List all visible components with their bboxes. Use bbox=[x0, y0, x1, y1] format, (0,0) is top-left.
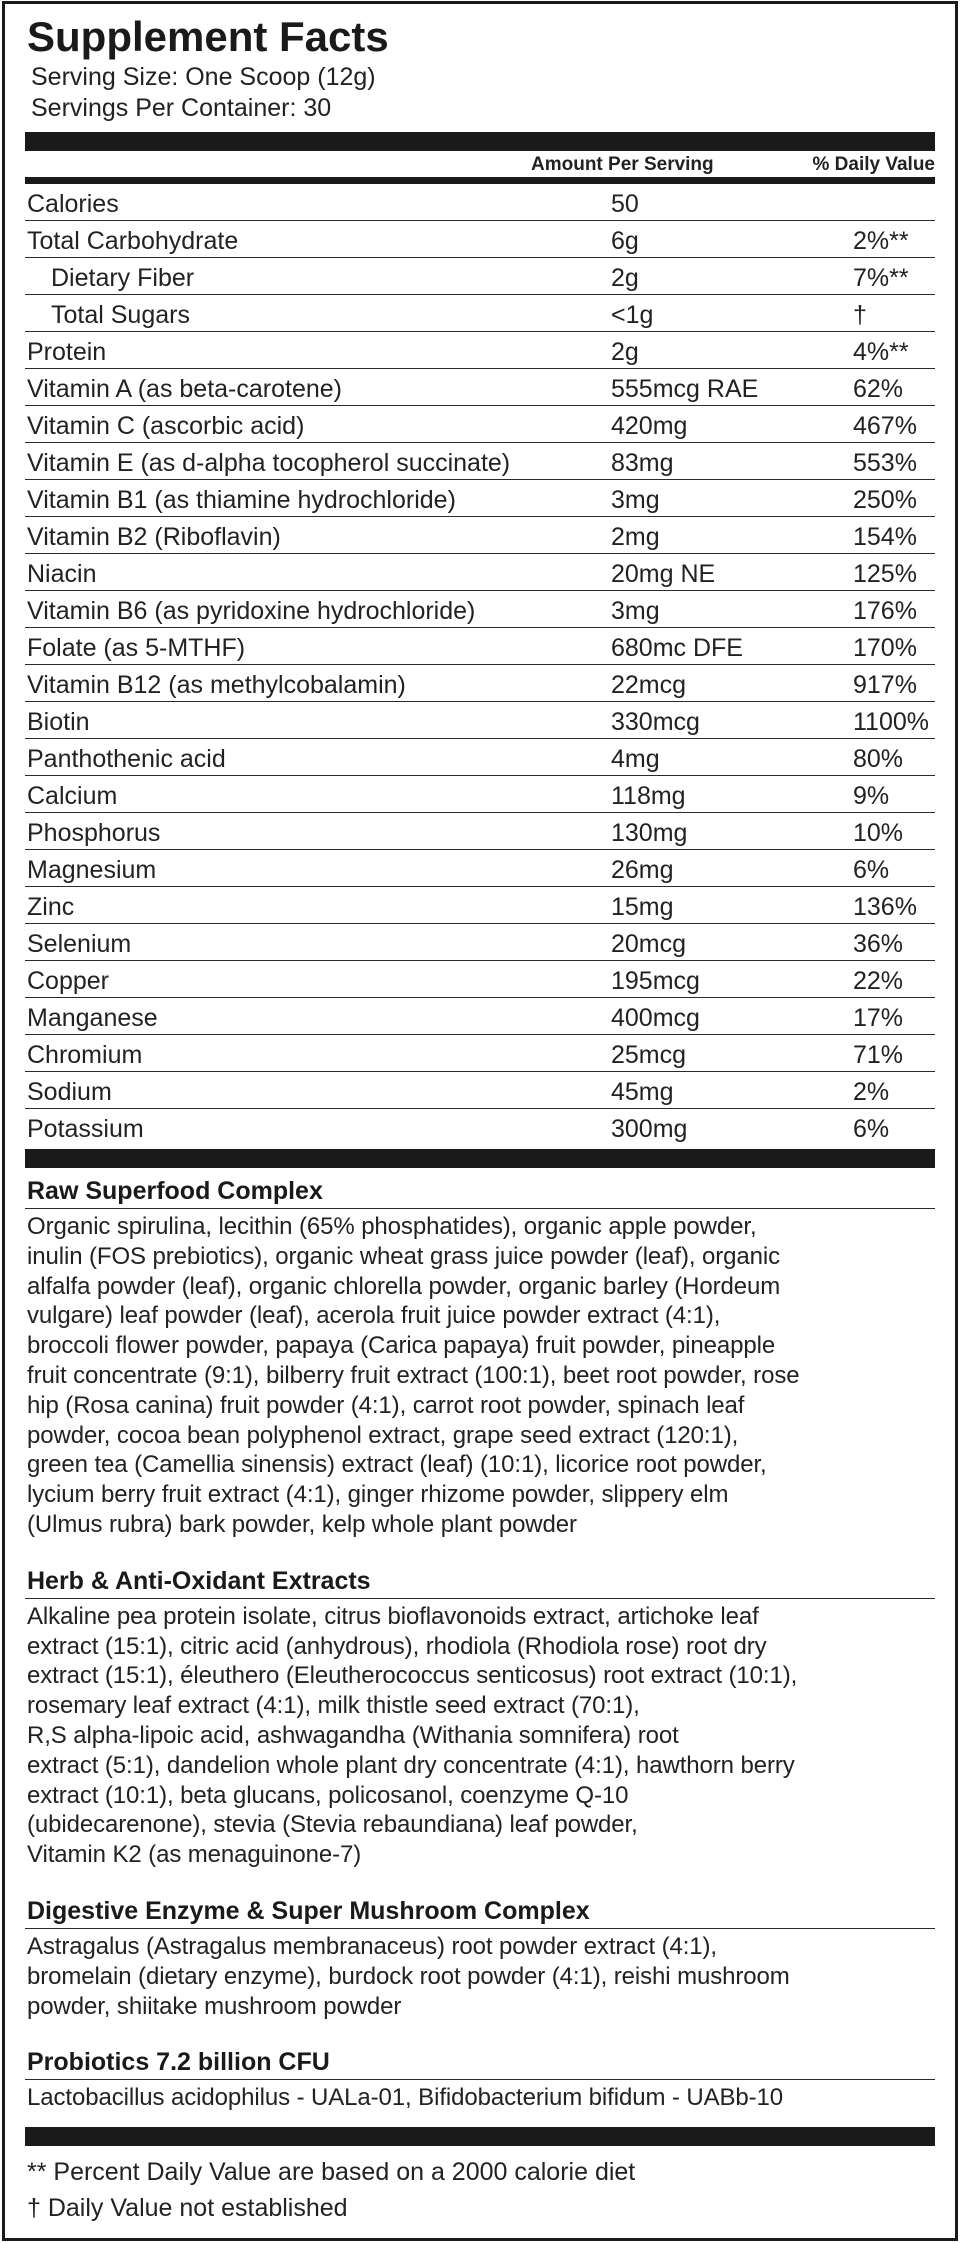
nutrient-amount: 195mcg bbox=[611, 967, 700, 995]
ingredient-line: powder, cocoa bean polyphenol extract, grape seed extract (120:1), bbox=[27, 1421, 739, 1449]
nutrient-name: Vitamin E (as d-alpha tocopherol succinate) bbox=[27, 449, 511, 477]
section-title: Digestive Enzyme & Super Mushroom Complex bbox=[25, 1888, 935, 1929]
nutrient-name: Vitamin A (as beta-carotene) bbox=[27, 375, 342, 403]
nutrient-row bbox=[25, 406, 935, 443]
ingredient-line: hip (Rosa canina) fruit powder (4:1), carrot root powder, spinach leaf bbox=[27, 1391, 745, 1419]
section-text bbox=[25, 2080, 935, 2113]
nutrient-row bbox=[25, 221, 935, 258]
nutrient-row bbox=[25, 332, 935, 369]
nutrient-daily-value: 7%** bbox=[853, 264, 909, 292]
herb-antioxidant-section bbox=[25, 1558, 935, 1870]
nutrient-name: Calcium bbox=[27, 782, 118, 810]
nutrient-name: Potassium bbox=[27, 1115, 144, 1143]
nutrient-row bbox=[25, 184, 935, 221]
nutrient-name: Manganese bbox=[27, 1004, 158, 1032]
nutrient-row bbox=[25, 480, 935, 517]
nutrient-daily-value: 250% bbox=[853, 486, 917, 514]
ingredient-line: inulin (FOS prebiotics), organic wheat grass juice powder (leaf), organic bbox=[27, 1242, 781, 1270]
nutrient-name: Zinc bbox=[27, 893, 75, 921]
digestive-mushroom-section bbox=[25, 1888, 935, 2021]
not-established-footnote: † Daily Value not established bbox=[27, 2194, 348, 2223]
medium-divider bbox=[25, 177, 935, 184]
nutrient-row bbox=[25, 702, 935, 739]
nutrient-name: Chromium bbox=[27, 1041, 143, 1069]
ingredient-line: green tea (Camellia sinensis) extract (leaf) (10:1), licorice root powder, bbox=[27, 1451, 767, 1479]
raw-superfood-section bbox=[25, 1168, 935, 1540]
nutrient-daily-value: 9% bbox=[853, 782, 890, 810]
nutrient-name: Folate (as 5-MTHF) bbox=[27, 634, 246, 662]
nutrient-daily-value: 71% bbox=[853, 1041, 904, 1069]
nutrient-daily-value: 22% bbox=[853, 967, 904, 995]
nutrient-row bbox=[25, 1072, 935, 1109]
nutrient-row bbox=[25, 591, 935, 628]
nutrient-daily-value: 80% bbox=[853, 745, 904, 773]
nutrient-daily-value: 2%** bbox=[853, 227, 909, 255]
nutrient-amount: 555mcg RAE bbox=[611, 375, 759, 403]
nutrient-row bbox=[25, 628, 935, 665]
daily-value-header: % Daily Value bbox=[812, 154, 935, 175]
ingredient-line: broccoli flower powder, papaya (Carica papaya) fruit powder, pineapple bbox=[27, 1332, 776, 1360]
nutrient-row bbox=[25, 961, 935, 998]
nutrient-amount: 680mc DFE bbox=[611, 634, 743, 662]
ingredient-line: Organic spirulina, lecithin (65% phosphatides), organic apple powder, bbox=[27, 1213, 757, 1240]
nutrient-row bbox=[25, 1109, 935, 1145]
ingredient-line: Vitamin K2 (as menaguinone-7) bbox=[27, 1841, 362, 1869]
section-title: Raw Superfood Complex bbox=[25, 1168, 935, 1209]
nutrient-row bbox=[25, 1035, 935, 1072]
nutrient-row bbox=[25, 776, 935, 813]
nutrient-amount: 20mcg bbox=[611, 930, 687, 958]
thick-divider bbox=[25, 1149, 935, 1168]
nutrient-amount: 400mcg bbox=[611, 1004, 700, 1032]
nutrient-daily-value: 467% bbox=[853, 412, 917, 440]
nutrient-daily-value: 125% bbox=[853, 560, 917, 588]
nutrient-name: Sodium bbox=[27, 1078, 112, 1106]
nutrient-name: Total Carbohydrate bbox=[27, 227, 239, 255]
panel-title: Supplement Facts bbox=[27, 13, 389, 60]
servings-per-container: Servings Per Container: 30 bbox=[31, 94, 332, 122]
ingredient-line: extract (10:1), beta glucans, policosanol, coenzyme Q-10 bbox=[27, 1781, 629, 1809]
ingredient-line: Alkaline pea protein isolate, citrus bioflavonoids extract, artichoke leaf bbox=[27, 1602, 759, 1630]
section-text bbox=[25, 1929, 935, 2021]
nutrient-name: Protein bbox=[27, 338, 107, 366]
nutrient-row bbox=[25, 813, 935, 850]
nutrient-name: Phosphorus bbox=[27, 819, 161, 847]
nutrient-name: Total Sugars bbox=[51, 301, 190, 329]
nutrient-name: Panthothenic acid bbox=[27, 745, 226, 773]
nutrient-amount: 2g bbox=[611, 264, 639, 292]
section-title: Herb & Anti-Oxidant Extracts bbox=[25, 1558, 935, 1599]
nutrient-name: Selenium bbox=[27, 930, 132, 958]
nutrient-row bbox=[25, 850, 935, 887]
nutrient-row bbox=[25, 554, 935, 591]
nutrient-row bbox=[25, 924, 935, 961]
ingredient-line: Astragalus (Astragalus membranaceus) root powder extract (4:1), bbox=[27, 1932, 717, 1960]
nutrient-daily-value: 176% bbox=[853, 597, 917, 625]
probiotics-section bbox=[25, 2039, 935, 2113]
nutrient-name: Vitamin B1 (as thiamine hydrochloride) bbox=[27, 486, 456, 514]
thick-divider bbox=[25, 132, 935, 151]
nutrient-name: Vitamin B2 (Riboflavin) bbox=[27, 523, 281, 551]
nutrient-name: Magnesium bbox=[27, 856, 157, 884]
nutrient-amount: 118mg bbox=[611, 782, 686, 810]
ingredient-line: bromelain (dietary enzyme), burdock root powder (4:1), reishi mushroom bbox=[27, 1962, 790, 1990]
nutrient-row bbox=[25, 369, 935, 406]
nutrient-name: Copper bbox=[27, 967, 109, 995]
serving-size: Serving Size: One Scoop (12g) bbox=[31, 63, 376, 91]
nutrient-name: Vitamin B12 (as methylcobalamin) bbox=[27, 671, 406, 699]
ingredient-line: alfalfa powder (leaf), organic chlorella powder, organic barley (Hordeum bbox=[27, 1272, 781, 1300]
ingredient-line: R,S alpha-lipoic acid, ashwagandha (Withania somnifera) root bbox=[27, 1721, 679, 1749]
nutrient-daily-value: 170% bbox=[853, 634, 917, 662]
ingredient-line: (ubidecarenone), stevia (Stevia rebaundiana) leaf powder, bbox=[27, 1811, 638, 1839]
ingredient-line: Lactobacillus acidophilus - UALa-01, Bifidobacterium bifidum - UABb-10 bbox=[27, 2084, 784, 2112]
nutrient-name: Vitamin C (ascorbic acid) bbox=[27, 412, 305, 440]
nutrient-amount: 50 bbox=[611, 190, 639, 218]
nutrient-amount: 6g bbox=[611, 227, 639, 255]
nutrient-amount: 330mcg bbox=[611, 708, 700, 736]
nutrient-daily-value: 1100% bbox=[853, 708, 929, 736]
nutrient-amount: 45mg bbox=[611, 1078, 674, 1106]
nutrient-amount: 420mg bbox=[611, 412, 688, 440]
nutrient-daily-value: 10% bbox=[853, 819, 904, 847]
ingredient-line: extract (5:1), dandelion whole plant dry concentrate (4:1), hawthorn berry bbox=[27, 1751, 795, 1779]
nutrient-row bbox=[25, 517, 935, 554]
nutrient-daily-value: 136% bbox=[853, 893, 917, 921]
nutrient-daily-value: 917% bbox=[853, 671, 917, 699]
nutrient-amount: 20mg NE bbox=[611, 560, 716, 588]
nutrient-daily-value: 6% bbox=[853, 1115, 890, 1143]
supplement-facts-panel bbox=[2, 1, 958, 2241]
nutrient-row bbox=[25, 665, 935, 702]
nutrient-daily-value: 553% bbox=[853, 449, 917, 477]
nutrient-daily-value: 62% bbox=[853, 375, 904, 403]
nutrient-amount: 130mg bbox=[611, 819, 688, 847]
nutrient-daily-value: 36% bbox=[853, 930, 904, 958]
ingredient-line: vulgare) leaf powder (leaf), acerola fruit juice powder extract (4:1), bbox=[27, 1302, 721, 1330]
nutrient-name: Vitamin B6 (as pyridoxine hydrochloride) bbox=[27, 597, 476, 625]
ingredient-line: extract (15:1), éleuthero (Eleutherococcus senticosus) root extract (10:1), bbox=[27, 1662, 798, 1690]
ingredient-line: rosemary leaf extract (4:1), milk thistle seed extract (70:1), bbox=[27, 1692, 640, 1720]
nutrient-daily-value: 6% bbox=[853, 856, 890, 884]
ingredient-line: fruit concentrate (9:1), bilberry fruit extract (100:1), beet root powder, rose bbox=[27, 1361, 800, 1389]
ingredient-line: (Ulmus rubra) bark powder, kelp whole plant powder bbox=[27, 1510, 577, 1538]
nutrient-row bbox=[25, 998, 935, 1035]
section-title: Probiotics 7.2 billion CFU bbox=[25, 2039, 935, 2080]
nutrient-daily-value: 4%** bbox=[853, 338, 909, 366]
column-header-row bbox=[25, 151, 935, 177]
ingredient-line: lycium berry fruit extract (4:1), ginger rhizome powder, slippery elm bbox=[27, 1481, 729, 1509]
section-text bbox=[25, 1209, 935, 1540]
nutrient-amount: 26mg bbox=[611, 856, 674, 884]
nutrient-name: Biotin bbox=[27, 708, 90, 736]
nutrient-row bbox=[25, 887, 935, 924]
nutrient-amount: 4mg bbox=[611, 745, 660, 773]
nutrient-name: Dietary Fiber bbox=[51, 264, 195, 292]
daily-value-footnote: ** Percent Daily Value are based on a 2000 calorie diet bbox=[27, 2158, 636, 2187]
nutrient-daily-value: 154% bbox=[853, 523, 917, 551]
nutrient-row bbox=[25, 295, 935, 332]
nutrient-amount: 3mg bbox=[611, 597, 660, 625]
nutrient-amount: 25mcg bbox=[611, 1041, 687, 1069]
nutrient-row bbox=[25, 443, 935, 480]
nutrient-name: Niacin bbox=[27, 560, 97, 588]
thick-divider bbox=[25, 2127, 935, 2146]
nutrient-amount: 300mg bbox=[611, 1115, 688, 1143]
nutrient-daily-value: 17% bbox=[853, 1004, 904, 1032]
footnotes bbox=[25, 2154, 935, 2226]
nutrient-amount: 2g bbox=[611, 338, 639, 366]
nutrient-amount: 2mg bbox=[611, 523, 660, 551]
nutrient-daily-value: 2% bbox=[853, 1078, 890, 1106]
ingredient-line: extract (15:1), citric acid (anhydrous), rhodiola (Rhodiola rose) root dry bbox=[27, 1632, 767, 1660]
nutrient-amount: 83mg bbox=[611, 449, 674, 477]
ingredient-line: powder, shiitake mushroom powder bbox=[27, 1992, 402, 2020]
nutrient-amount: 15mg bbox=[611, 893, 674, 921]
nutrient-amount: <1g bbox=[611, 301, 654, 329]
nutrient-row bbox=[25, 739, 935, 776]
section-text bbox=[25, 1599, 935, 1870]
nutrient-amount: 22mcg bbox=[611, 671, 687, 699]
nutrient-name: Calories bbox=[27, 190, 119, 218]
nutrient-row bbox=[25, 258, 935, 295]
nutrient-table bbox=[25, 184, 935, 1145]
nutrient-daily-value: † bbox=[853, 301, 867, 329]
nutrient-amount: 3mg bbox=[611, 486, 660, 514]
amount-per-serving-header: Amount Per Serving bbox=[531, 154, 714, 175]
